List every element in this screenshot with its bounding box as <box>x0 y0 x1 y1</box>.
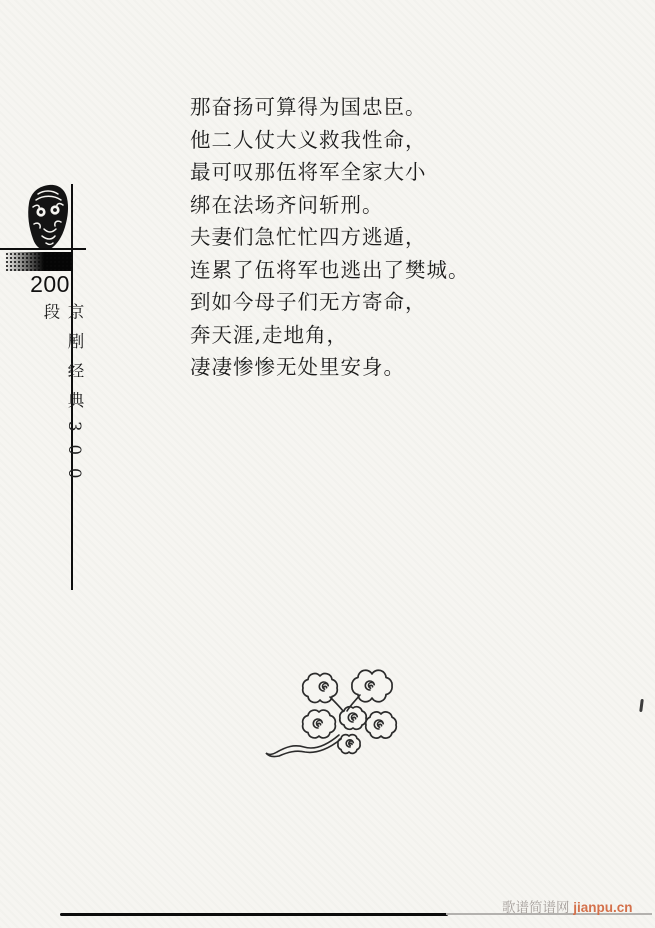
opera-mask-icon <box>24 183 73 252</box>
lyrics-block <box>190 91 520 384</box>
watermark-site-url: jianpu.cn <box>573 900 633 915</box>
page-bottom-edge-line <box>60 913 448 916</box>
lyric-line: 那奋扬可算得为国忠臣。 <box>190 95 427 119</box>
watermark-site-name: 歌谱简谱网 <box>502 900 570 915</box>
page-number: 200 <box>30 271 70 297</box>
cloud-ornament-icon <box>264 666 416 762</box>
sidebar-horizontal-rule <box>0 248 86 250</box>
lyric-line: 最可叹那伍将军全家大小 <box>190 160 427 184</box>
scan-artifact <box>639 699 644 712</box>
lyric-line: 连累了伍将军也逃出了樊城。 <box>190 257 470 282</box>
halftone-gradient-bar <box>5 252 72 271</box>
lyric-line: 奔天涯,走地角， <box>190 322 349 347</box>
series-title-vertical: 京剧经典300段 <box>41 303 84 492</box>
watermark <box>502 896 633 916</box>
lyric-line: 凄凄惨惨无处里安身。 <box>190 355 405 379</box>
lyric-line: 绑在法场齐问斩刑。 <box>190 192 384 217</box>
lyric-line: 他二人仗大义救我性命， <box>190 127 427 152</box>
lyric-line: 夫妻们急忙忙四方逃遁， <box>190 225 427 249</box>
lyric-line: 到如今母子们无方寄命， <box>190 290 427 314</box>
